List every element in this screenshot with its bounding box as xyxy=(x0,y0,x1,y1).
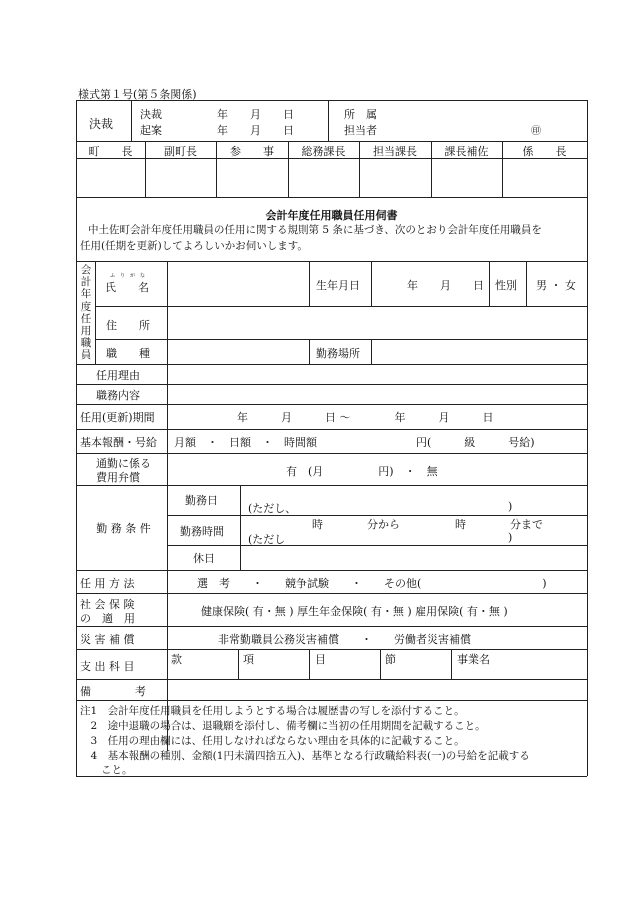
form-id: 様式第１号(第５条関係) xyxy=(78,88,197,101)
insurance-value: 健康保険( 有・無 ) 厚生年金保険( 有・無 ) 雇用保険( 有・無 ) xyxy=(201,605,508,618)
duties-label: 職務内容 xyxy=(96,389,140,402)
work-hours-value: (ただし xyxy=(248,533,286,546)
commute-label-1: 通勤に係る xyxy=(96,457,151,470)
furigana-label: ふ り が な xyxy=(110,273,146,279)
position-sanji: 参 事 xyxy=(230,145,274,158)
position-cho: 町 長 xyxy=(88,145,133,158)
job-label: 職 種 xyxy=(106,347,150,360)
expenditure-moku: 目 xyxy=(315,653,326,666)
workplace-label: 勤務場所 xyxy=(316,347,360,360)
note-4-cont: こと。 xyxy=(80,764,133,776)
doc-title: 会計年度任用職員任用伺書 xyxy=(265,209,398,222)
expenditure-kou: 項 xyxy=(243,653,254,666)
period-label: 任用(更新)期間 xyxy=(80,411,155,424)
expenditure-kan: 款 xyxy=(171,653,182,666)
work-hours-time: 時 分から 時 分まで xyxy=(312,518,543,531)
pay-value: 月額 ・ 日額 ・ 時間額 円( 級 号給) xyxy=(174,436,535,449)
work-days-close: ) xyxy=(508,500,513,513)
commute-value: 有 (月 円) ・ 無 xyxy=(286,465,438,478)
position-fukucho: 副町長 xyxy=(164,145,197,158)
period-value: 年 月 日 ～ 年 月 日 xyxy=(237,411,494,424)
method-value: 選 考 ・ 競争試験 ・ その他( ) xyxy=(197,577,547,590)
pay-label: 基本報酬・号給 xyxy=(80,436,157,449)
dob-label: 生年月日 xyxy=(316,279,360,292)
insurance-label-2: の 適 用 xyxy=(80,612,135,625)
work-hours-label: 勤務時間 xyxy=(180,525,224,538)
work-hours-close: ) xyxy=(508,531,513,544)
kessai-date: 決裁 年 月 日 xyxy=(140,108,294,121)
sex-value: 男 ・ 女 xyxy=(536,279,576,292)
disaster-label: 災 害 補 償 xyxy=(80,633,135,646)
name-label: 氏 名 xyxy=(105,281,149,294)
conditions-label: 勤 務 条 件 xyxy=(96,522,151,535)
employee-group-label: 会 計 年 度 任 用 職 員 xyxy=(80,264,92,362)
note-1: 注1 会計年度任用職員を任用しようとする場合は履歴書の写しを添付すること。 xyxy=(80,705,465,717)
reason-label: 任用理由 xyxy=(96,369,140,382)
disaster-value: 非常勤職員公務災害補償 ・ 労働者災害補償 xyxy=(218,633,471,646)
seal-mark: ㊞ xyxy=(531,126,541,137)
tantousha-label: 担当者 xyxy=(344,124,377,137)
work-days-label: 勤務日 xyxy=(185,494,218,507)
expenditure-label: 支 出 科 目 xyxy=(80,660,135,673)
intro-line-2: 任用(任期を更新)してよろしいかお伺いします。 xyxy=(80,240,308,252)
intro-line-1: 中土佐町会計年度任用職員の任用に関する規則第 5 条に基づき、次のとおり会計年度任用職員を xyxy=(88,224,542,236)
note-3: 3 任用の理由欄には、任用しなければならない理由を具体的に記載すること。 xyxy=(80,735,465,747)
work-days-value: (ただし、 xyxy=(248,502,297,515)
note-4: 4 基本報酬の種別、金額(1円未満四捨五入)、基準となる行政職給料表(一)の号給を記載する xyxy=(80,750,530,762)
expenditure-setsu: 節 xyxy=(385,653,396,666)
method-label: 任 用 方 法 xyxy=(80,577,135,590)
sex-label: 性別 xyxy=(495,279,517,292)
dob-value: 年 月 日 xyxy=(407,279,484,292)
position-tanto-kacho: 担当課長 xyxy=(373,145,417,158)
kessai-label: 決裁 xyxy=(89,117,114,131)
expenditure-jigyo: 事業名 xyxy=(457,653,490,666)
commute-label-2: 費用弁償 xyxy=(96,471,140,484)
position-kakaricho: 係 長 xyxy=(522,145,567,158)
kian-date: 起案 年 月 日 xyxy=(140,124,294,137)
shozoku-label: 所 属 xyxy=(344,108,377,121)
address-label: 住 所 xyxy=(106,319,150,332)
insurance-label-1: 社 会 保 険 xyxy=(80,598,135,611)
remarks-label: 備 考 xyxy=(80,685,146,698)
position-somu-kacho: 総務課長 xyxy=(301,145,346,158)
note-2: 2 途中退職の場合は、退職願を添付し、備考欄に当初の任用期間を記載すること。 xyxy=(80,720,486,732)
position-kacho-hosa: 課長補佐 xyxy=(444,145,489,158)
holiday-label: 休日 xyxy=(193,552,215,565)
